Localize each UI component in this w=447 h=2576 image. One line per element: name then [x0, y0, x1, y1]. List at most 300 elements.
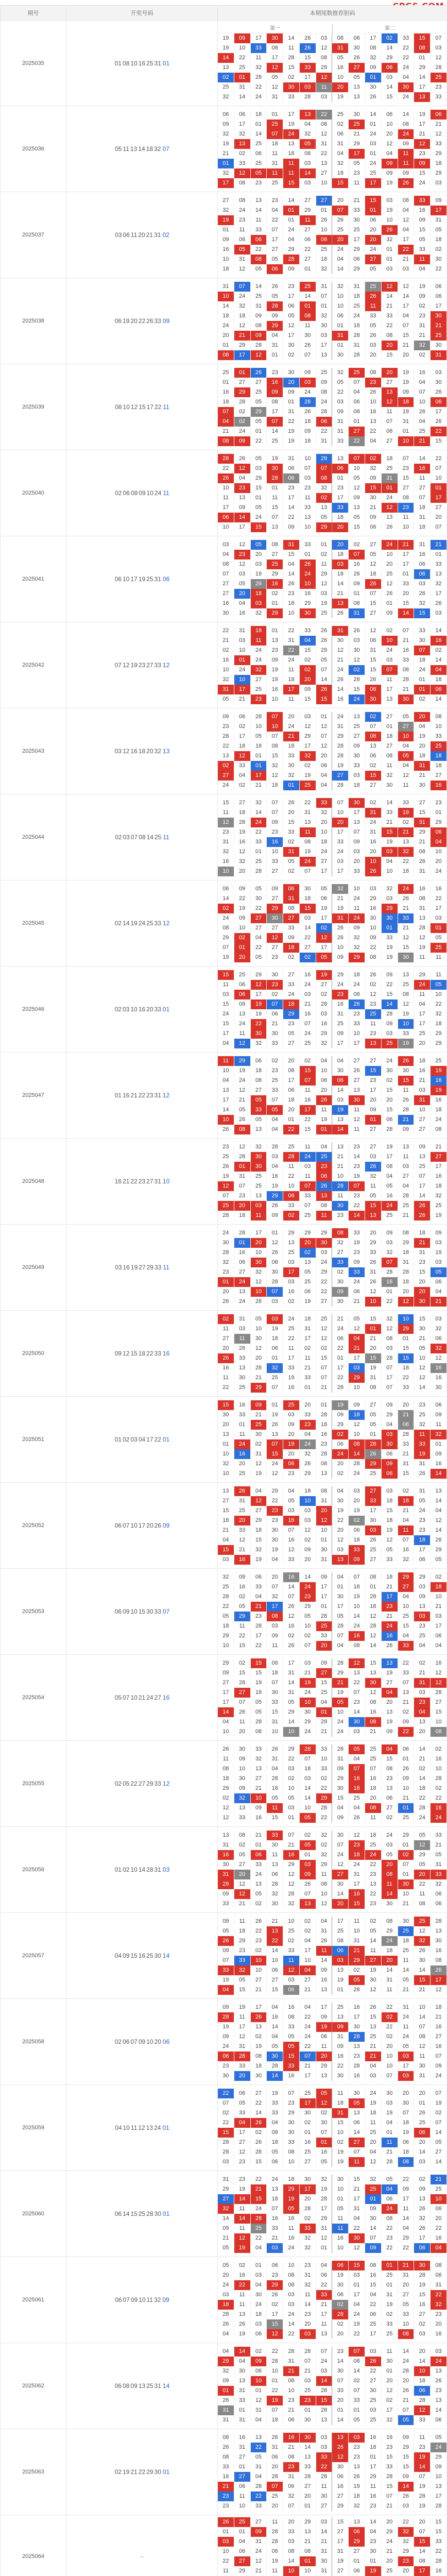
- grid-line: [218, 53, 447, 63]
- grid-cell: 33: [316, 1631, 333, 1641]
- grid-cell: 13: [267, 1430, 283, 1439]
- grid-cell: 13: [251, 1879, 267, 1889]
- grid-cell: 04: [234, 2357, 251, 2366]
- grid-cell: 02: [283, 953, 300, 962]
- grid-cell: 19: [283, 120, 300, 129]
- grid-cell: 31: [316, 2547, 333, 2556]
- grid-cell: 23: [414, 1400, 431, 1410]
- grid-cell: 01: [382, 923, 398, 933]
- grid-cell: 21: [300, 2061, 316, 2071]
- draw-numbers: [66, 880, 218, 967]
- grid-cell: 26: [218, 2443, 234, 2452]
- grid-cell: 08: [398, 196, 415, 206]
- grid-cell: 25: [316, 1314, 333, 1324]
- grid-cell: 26: [267, 1420, 283, 1430]
- grid-cell: 28: [316, 2194, 333, 2204]
- grid-cell: 33: [251, 225, 267, 235]
- grid-cell: 30: [332, 1784, 349, 1793]
- grid-cell: 04: [349, 387, 365, 397]
- grid-cell: 18: [218, 1516, 234, 1526]
- grid-cell: 31: [251, 2537, 267, 2547]
- grid-cell: 14: [414, 2547, 431, 2556]
- grid-cell: 05: [398, 751, 415, 761]
- grid-cell: 05: [300, 139, 316, 149]
- grid-cell: 24: [283, 655, 300, 665]
- grid-line: [218, 1086, 447, 1095]
- grid-cell: 11: [234, 1621, 251, 1631]
- grid-cell: 19: [234, 904, 251, 913]
- grid-cell: 31: [300, 2270, 316, 2280]
- grid-cell: 16: [431, 2566, 447, 2576]
- grid-cell: 18: [218, 2300, 234, 2310]
- grid-cell: 32: [382, 884, 398, 894]
- grid-cell: 20: [431, 513, 447, 522]
- grid-cell: 17: [267, 407, 283, 417]
- grid-cell: 19: [398, 378, 415, 387]
- grid-cell: 12: [414, 139, 431, 149]
- grid-cell: 27: [234, 1860, 251, 1870]
- grid-cell: 23: [398, 2556, 415, 2566]
- grid-line: [218, 1344, 447, 1353]
- grid-cell: 21: [283, 2366, 300, 2376]
- grid-cell: 30: [365, 694, 382, 704]
- grid-cell: 17: [349, 2194, 365, 2204]
- grid-cell: 24: [398, 2357, 415, 2366]
- grid-cell: 13: [267, 522, 283, 532]
- grid-cell: 03: [414, 1688, 431, 1698]
- grid-cell: 31: [382, 2290, 398, 2300]
- grid-cell: 19: [218, 215, 234, 225]
- grid-cell: 16: [431, 2233, 447, 2243]
- grid-cell: 12: [316, 73, 333, 82]
- grid-cell: 30: [431, 255, 447, 264]
- grid-cell: 33: [382, 933, 398, 943]
- grid-line: [218, 33, 447, 43]
- grid-cell: 05: [365, 321, 382, 331]
- grid-cell: 26: [267, 1744, 283, 1754]
- grid-cell: 24: [431, 1115, 447, 1125]
- grid-cell: 22: [251, 2233, 267, 2243]
- grid-cell: 11: [414, 2433, 431, 2443]
- blue-ball: 03: [162, 1866, 170, 1873]
- blue-ball: 12: [162, 662, 170, 669]
- red-ball: 25: [146, 1952, 153, 1959]
- grid-cell: 03: [300, 378, 316, 387]
- grid-cell: 25: [398, 1813, 415, 1823]
- grid-cell: 33: [234, 1526, 251, 1535]
- grid-cell: 16: [218, 857, 234, 867]
- number-grid: [218, 2171, 447, 2257]
- grid-cell: 22: [398, 2175, 415, 2184]
- grid-line: [218, 1631, 447, 1641]
- grid-cell: 08: [218, 1764, 234, 1774]
- red-ball: 10: [130, 1608, 137, 1615]
- grid-cell: 12: [382, 397, 398, 407]
- grid-cell: 08: [316, 387, 333, 397]
- grid-cell: 10: [218, 255, 234, 264]
- grid-cell: 19: [382, 2108, 398, 2118]
- grid-cell: 12: [382, 282, 398, 292]
- grid-cell: 24: [300, 2022, 316, 2032]
- grid-cell: 29: [283, 2108, 300, 2118]
- grid-cell: 17: [251, 1631, 267, 1641]
- grid-cell: 20: [283, 1056, 300, 1066]
- grid-cell: 07: [398, 2405, 415, 2415]
- blue-ball: 12: [162, 1092, 170, 1099]
- grid-cell: 21: [251, 1985, 267, 1995]
- grid-cell: 31: [234, 1496, 251, 1506]
- grid-cell: 11: [382, 1985, 398, 1995]
- grid-line: [218, 321, 447, 331]
- grid-cell: 26: [332, 2443, 349, 2452]
- grid-cell: 30: [316, 321, 333, 331]
- grid-cell: 02: [382, 2012, 398, 2022]
- grid-cell: 15: [251, 483, 267, 493]
- grid-cell: 22: [283, 513, 300, 522]
- red-ball: 08: [139, 834, 146, 841]
- grid-line: [218, 1039, 447, 1048]
- grid-cell: 10: [218, 665, 234, 675]
- grid-cell: 14: [382, 82, 398, 92]
- grid-cell: 03: [382, 73, 398, 82]
- grid-line: [218, 331, 447, 341]
- grid-cell: 13: [349, 503, 365, 513]
- grid-line: [218, 599, 447, 608]
- grid-cell: 13: [414, 1717, 431, 1727]
- grid-cell: 24: [332, 1850, 349, 1860]
- grid-cell: 11: [218, 1373, 234, 1383]
- grid-cell: 05: [218, 694, 234, 704]
- grid-cell: 17: [431, 493, 447, 503]
- grid-cell: 01: [382, 2128, 398, 2138]
- grid-cell: 18: [414, 655, 431, 665]
- grid-cell: 14: [349, 1449, 365, 1459]
- table-row: [1, 880, 447, 967]
- grid-cell: 05: [398, 2042, 415, 2052]
- grid-cell: 09: [382, 1019, 398, 1029]
- grid-cell: 10: [267, 1727, 283, 1737]
- table-row: [1, 2085, 447, 2171]
- grid-cell: 12: [218, 1803, 234, 1813]
- grid-cell: 14: [365, 1936, 382, 1946]
- grid-cell: 21: [382, 1612, 398, 1621]
- grid-cell: 09: [382, 1228, 398, 1238]
- grid-cell: 22: [267, 215, 283, 225]
- grid-cell: 01: [267, 1400, 283, 1410]
- grid-cell: 15: [382, 1506, 398, 1516]
- grid-cell: 17: [283, 685, 300, 694]
- grid-line: [218, 2501, 447, 2511]
- grid-cell: 23: [267, 368, 283, 378]
- grid-cell: 27: [234, 798, 251, 808]
- grid-cell: 07: [267, 513, 283, 522]
- grid-cell: 15: [398, 1621, 415, 1631]
- grid-line: [218, 1717, 447, 1727]
- grid-cell: 26: [283, 1641, 300, 1651]
- grid-cell: 01: [218, 1277, 234, 1287]
- grid-cell: 33: [234, 1813, 251, 1823]
- grid-cell: 31: [283, 2357, 300, 2366]
- grid-cell: 19: [316, 2184, 333, 2194]
- grid-cell: 29: [414, 827, 431, 837]
- blue-ball: 12: [162, 920, 170, 927]
- grid-cell: 04: [414, 999, 431, 1009]
- grid-cell: 26: [218, 2517, 234, 2527]
- grid-cell: 14: [300, 1793, 316, 1803]
- grid-cell: 24: [300, 2032, 316, 2042]
- grid-cell: 18: [398, 1496, 415, 1506]
- grid-cell: 07: [382, 2492, 398, 2501]
- grid-cell: 26: [382, 522, 398, 532]
- grid-cell: 08: [414, 43, 431, 53]
- grid-cell: 08: [218, 923, 234, 933]
- grid-cell: 22: [382, 980, 398, 990]
- grid-cell: 16: [332, 63, 349, 73]
- grid-cell: 20: [382, 2517, 398, 2527]
- grid-cell: 19: [218, 953, 234, 962]
- grid-line: [218, 712, 447, 722]
- grid-cell: 22: [316, 2462, 333, 2472]
- grid-cell: 22: [300, 245, 316, 255]
- grid-line: [218, 196, 447, 206]
- number-grid: [218, 2429, 447, 2515]
- grid-cell: 17: [234, 522, 251, 532]
- number-grid: [218, 967, 447, 1053]
- blue-ball: 01: [162, 2210, 170, 2217]
- grid-cell: 06: [234, 2547, 251, 2556]
- grid-cell: 25: [349, 1793, 365, 1803]
- grid-cell: 06: [382, 2194, 398, 2204]
- grid-cell: 09: [365, 1105, 382, 1115]
- grid-cell: 16: [283, 2003, 300, 2012]
- red-ball: 23: [138, 662, 146, 669]
- grid-cell: 23: [349, 1142, 365, 1152]
- grid-cell: 14: [332, 264, 349, 274]
- grid-cell: 25: [283, 1926, 300, 1936]
- number-grid: [218, 880, 447, 967]
- grid-cell: 24: [332, 245, 349, 255]
- grid-cell: 15: [218, 1019, 234, 1029]
- grid-cell: 25: [267, 1076, 283, 1086]
- grid-cell: 27: [316, 168, 333, 178]
- grid-cell: 24: [316, 847, 333, 857]
- grid-cell: 33: [218, 1965, 234, 1975]
- grid-cell: 05: [431, 933, 447, 943]
- grid-cell: 15: [283, 818, 300, 827]
- grid-cell: 23: [267, 1066, 283, 1076]
- grid-cell: 07: [267, 1582, 283, 1592]
- grid-line: [218, 540, 447, 550]
- grid-cell: 17: [365, 2329, 382, 2339]
- grid-cell: 28: [398, 675, 415, 685]
- grid-cell: 05: [349, 2415, 365, 2425]
- grid-line: [218, 1420, 447, 1430]
- grid-cell: 02: [300, 1535, 316, 1545]
- red-ball: 16: [123, 1264, 130, 1271]
- grid-cell: 27: [251, 923, 267, 933]
- blue-ball: 11: [163, 1264, 169, 1271]
- grid-cell: 32: [300, 2280, 316, 2290]
- number-grid: [218, 2257, 447, 2343]
- grid-cell: 16: [218, 387, 234, 397]
- grid-cell: 14: [431, 626, 447, 636]
- grid-line: [218, 245, 447, 255]
- grid-cell: 23: [283, 1019, 300, 1029]
- grid-cell: 20: [382, 1860, 398, 1870]
- grid-cell: 10: [431, 1717, 447, 1727]
- grid-cell: 33: [398, 33, 415, 43]
- grid-cell: 11: [398, 1152, 415, 1162]
- grid-line: [218, 685, 447, 694]
- grid-cell: 21: [431, 2012, 447, 2022]
- grid-line: [218, 1850, 447, 1860]
- grid-cell: 26: [300, 341, 316, 350]
- grid-cell: 06: [316, 417, 333, 427]
- grid-cell: 18: [398, 2118, 415, 2128]
- grid-cell: 04: [251, 2243, 267, 2253]
- grid-cell: 23: [349, 1698, 365, 1707]
- grid-cell: 04: [398, 1631, 415, 1641]
- grid-cell: 14: [349, 2128, 365, 2138]
- grid-cell: 14: [414, 2462, 431, 2472]
- grid-cell: 20: [234, 1870, 251, 1879]
- grid-cell: 07: [283, 2501, 300, 2511]
- grid-cell: 29: [300, 732, 316, 741]
- grid-cell: 11: [283, 665, 300, 675]
- grid-cell: 01: [300, 1383, 316, 1393]
- grid-cell: 13: [349, 82, 365, 92]
- grid-cell: 08: [398, 120, 415, 129]
- grid-line: [218, 933, 447, 943]
- grid-cell: 16: [267, 837, 283, 847]
- grid-cell: 28: [218, 2310, 234, 2319]
- grid-cell: 32: [218, 2366, 234, 2376]
- grid-cell: 09: [382, 1459, 398, 1469]
- grid-cell: 18: [234, 1211, 251, 1221]
- grid-cell: 27: [251, 2517, 267, 2527]
- grid-cell: 21: [267, 2233, 283, 2243]
- header-issue: 期号: [1, 6, 66, 21]
- grid-cell: 21: [251, 781, 267, 790]
- grid-cell: 23: [365, 999, 382, 1009]
- grid-cell: 11: [398, 1086, 415, 1095]
- grid-cell: 31: [267, 159, 283, 168]
- grid-cell: 19: [218, 1172, 234, 1181]
- grid-cell: 22: [316, 110, 333, 120]
- grid-cell: 33: [234, 2108, 251, 2118]
- grid-cell: 18: [398, 2147, 415, 2157]
- grid-cell: 03: [414, 2157, 431, 2167]
- grid-cell: 15: [267, 751, 283, 761]
- grid-cell: 27: [365, 1125, 382, 1134]
- grid-cell: 22: [267, 1936, 283, 1946]
- grid-cell: 25: [431, 1201, 447, 1211]
- grid-cell: 01: [332, 1353, 349, 1363]
- grid-cell: 13: [300, 2452, 316, 2462]
- grid-cell: 03: [365, 341, 382, 350]
- draw-numbers: [66, 622, 218, 708]
- grid-cell: 16: [365, 2492, 382, 2501]
- grid-cell: 17: [218, 1095, 234, 1105]
- grid-cell: 26: [349, 1066, 365, 1076]
- grid-cell: 04: [316, 1698, 333, 1707]
- grid-cell: 19: [218, 2022, 234, 2032]
- grid-cell: 14: [283, 1678, 300, 1688]
- grid-cell: 33: [431, 1870, 447, 1879]
- red-ball: 04: [114, 1952, 122, 1959]
- grid-cell: 10: [283, 1727, 300, 1737]
- grid-cell: 15: [267, 1813, 283, 1823]
- grid-line: [218, 1066, 447, 1076]
- grid-cell: 07: [218, 1191, 234, 1201]
- grid-cell: 06: [234, 2089, 251, 2098]
- draw-numbers: [66, 1139, 218, 1225]
- grid-cell: 21: [431, 2175, 447, 2184]
- grid-cell: 27: [365, 781, 382, 790]
- grid-cell: 15: [218, 1545, 234, 1555]
- grid-cell: 02: [332, 2319, 349, 2329]
- number-grid: [218, 364, 447, 450]
- grid-cell: 06: [332, 2472, 349, 2482]
- grid-cell: 06: [431, 1889, 447, 1899]
- grid-cell: 24: [382, 1621, 398, 1631]
- grid-cell: 09: [234, 999, 251, 1009]
- grid-cell: 28: [316, 2386, 333, 2396]
- grid-cell: 02: [332, 1267, 349, 1277]
- draw-numbers: [66, 192, 218, 278]
- grid-cell: 04: [300, 2003, 316, 2012]
- grid-cell: 32: [398, 2527, 415, 2537]
- grid-cell: 02: [349, 2376, 365, 2386]
- grid-cell: 03: [218, 990, 234, 999]
- grid-cell: 09: [431, 2462, 447, 2472]
- grid-cell: 12: [382, 579, 398, 589]
- number-grid: [218, 2515, 447, 2576]
- grid-cell: 31: [414, 867, 431, 876]
- grid-line: [218, 1813, 447, 1823]
- grid-cell: 27: [234, 2556, 251, 2566]
- grid-cell: 31: [414, 321, 431, 331]
- grid-cell: 25: [382, 464, 398, 473]
- grid-cell: 04: [431, 1641, 447, 1651]
- grid-cell: 30: [283, 2128, 300, 2138]
- grid-cell: 14: [382, 798, 398, 808]
- grid-line: [218, 2452, 447, 2462]
- grid-cell: 17: [218, 1029, 234, 1039]
- grid-cell: 21: [398, 1410, 415, 1420]
- red-ball: 09: [114, 1350, 122, 1357]
- grid-line: [218, 417, 447, 427]
- grid-cell: 24: [431, 1813, 447, 1823]
- grid-cell: 30: [251, 1162, 267, 1172]
- grid-cell: 02: [300, 1926, 316, 1936]
- grid-cell: 25: [316, 368, 333, 378]
- grid-cell: 21: [234, 694, 251, 704]
- grid-cell: 27: [300, 2482, 316, 2492]
- grid-line: [218, 2433, 447, 2443]
- grid-cell: 12: [300, 722, 316, 732]
- grid-cell: 08: [349, 1641, 365, 1651]
- grid-cell: 07: [283, 1526, 300, 1535]
- grid-cell: 19: [300, 771, 316, 781]
- grid-cell: 05: [316, 513, 333, 522]
- grid-cell: 16: [267, 378, 283, 387]
- grid-cell: 19: [398, 2128, 415, 2138]
- grid-cell: 31: [316, 436, 333, 446]
- grid-cell: 03: [431, 1258, 447, 1267]
- grid-cell: 03: [349, 2433, 365, 2443]
- grid-cell: 01: [382, 245, 398, 255]
